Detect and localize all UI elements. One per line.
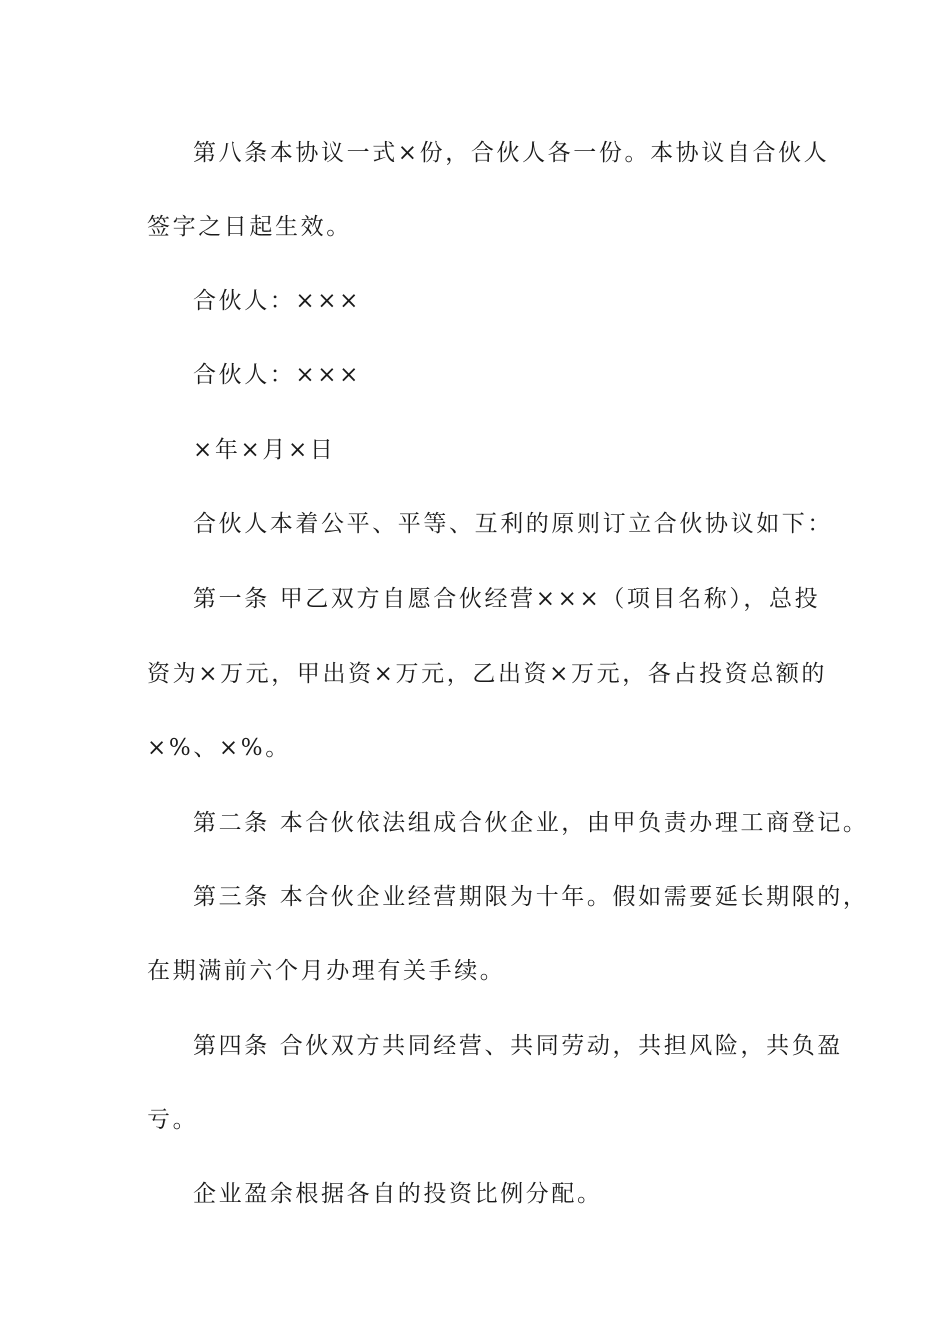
- article-1-line-3: ×%、×%。: [147, 735, 291, 761]
- article-8-line-1: 第八条本协议一式×份，合伙人各一份。本协议自合伙人: [193, 140, 830, 166]
- article-3-line-1: 第三条 本合伙企业经营期限为十年。假如需要延长期限的，: [193, 884, 869, 910]
- partner-signature-2: 合伙人：×××: [193, 362, 362, 388]
- article-2-line: 第二条 本合伙依法组成合伙企业，由甲负责办理工商登记。: [193, 810, 869, 836]
- profit-distribution-line: 企业盈余根据各自的投资比例分配。: [193, 1181, 603, 1207]
- article-3-line-2: 在期满前六个月办理有关手续。: [147, 958, 506, 984]
- article-4-line-2: 亏。: [147, 1107, 199, 1133]
- preamble-line: 合伙人本着公平、平等、互利的原则订立合伙协议如下：: [193, 511, 833, 537]
- article-1-line-1: 第一条 甲乙双方自愿合伙经营×××（项目名称），总投: [193, 586, 821, 612]
- article-1-line-2: 资为×万元，甲出资×万元，乙出资×万元，各占投资总额的: [147, 661, 828, 687]
- signing-date: ×年×月×日: [193, 437, 336, 463]
- article-4-line-1: 第四条 合伙双方共同经营、共同劳动，共担风险，共负盈: [193, 1033, 843, 1059]
- partner-signature-1: 合伙人：×××: [193, 288, 362, 314]
- article-8-line-2: 签字之日起生效。: [147, 214, 352, 240]
